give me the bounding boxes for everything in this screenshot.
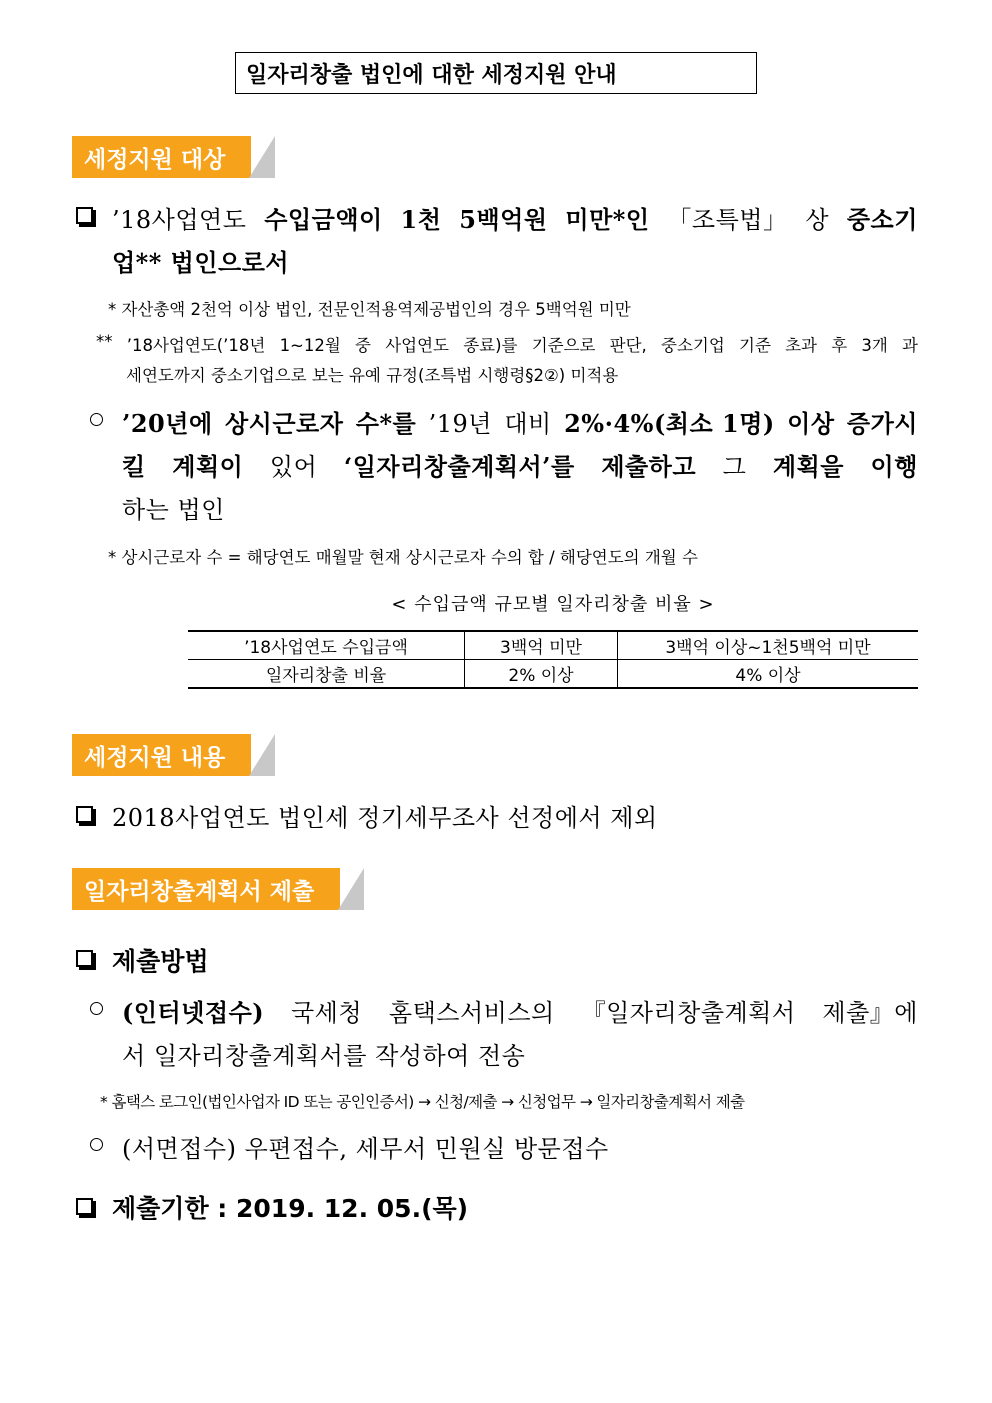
section-header-target [72, 136, 275, 178]
section-tab-triangle [338, 868, 364, 910]
condition-line-3: 하는 법인 [122, 496, 225, 524]
word: ** [96, 332, 113, 351]
word: 1~12월 [279, 336, 341, 355]
word: 3개 [861, 336, 888, 355]
word-bold: ‘일자리창출계획서’를 [343, 452, 575, 481]
section-tab-triangle [249, 136, 275, 178]
table-cell: 일자리창출 비율 [188, 660, 465, 689]
word: ’18사업연도(’18년 [126, 336, 266, 355]
section-label: 세정지원 대상 [72, 136, 251, 178]
word-bold: 수*를 [355, 409, 417, 438]
condition-line-2 [122, 447, 918, 482]
section-label: 세정지원 내용 [72, 734, 251, 776]
table-row [188, 660, 918, 689]
word-bold: 상시근로자 [225, 409, 344, 438]
paper-line: (서면접수) 우편접수, 세무서 민원실 방문접수 [122, 1135, 609, 1163]
table-row [188, 631, 918, 660]
word-bold: 5백억원 [459, 205, 548, 234]
checkbox-icon [76, 806, 93, 823]
content-line: 2018사업연도 법인세 정기세무조사 선정에서 제외 [112, 804, 658, 832]
circle-bullet-icon [90, 413, 103, 426]
word: ’18사업연도 [112, 206, 247, 234]
table-cell: 3백억 이상~1천5백억 미만 [618, 631, 919, 660]
word: 중 [355, 336, 371, 355]
table-cell: 3백억 미만 [465, 631, 618, 660]
word-bold: 이행 [870, 452, 918, 481]
word: ’19년 [428, 410, 492, 438]
word: 기준 [739, 336, 771, 355]
word: 있어 [269, 453, 318, 481]
document-title [235, 52, 757, 94]
word: 상 [805, 206, 829, 234]
word: 중소기업 [661, 336, 725, 355]
word-bold: 2%·4%(최소 1명) [564, 409, 775, 438]
section-label: 일자리창출계획서 제출 [72, 868, 340, 910]
target-line-1 [112, 200, 918, 235]
word: 홈택스서비스의 [388, 999, 555, 1027]
note-fiscal-year [96, 332, 918, 356]
word: 후 [831, 336, 848, 355]
checkbox-icon [76, 950, 93, 967]
word-bold: 중소기 [846, 205, 918, 234]
section-tab-triangle [249, 734, 275, 776]
table-cell: ’18사업연도 수입금액 [188, 631, 465, 660]
checkbox-icon [76, 1198, 93, 1215]
word: 대비 [504, 410, 552, 438]
note-hometax-path: * 홈택스 로그인(법인사업자 ID 또는 공인인증서) → 신청/제출 → 신청업무 → 일자리창출계획서 제출 [100, 1093, 745, 1111]
circle-bullet-icon [90, 1138, 103, 1151]
checkbox-icon [76, 207, 93, 224]
section-header-submit [72, 868, 364, 910]
word-bold: 미만*인 [565, 205, 650, 234]
word-bold: (인터넷접수) [122, 998, 265, 1027]
word-bold: ’20년에 [122, 409, 213, 438]
word: 판단, [609, 336, 647, 355]
note-fiscal-year-cont: 세연도까지 중소기업으로 보는 유예 규정(조특법 시행령§2②) 미적용 [126, 366, 619, 385]
word: 종료)를 [463, 336, 518, 355]
word: 기준으로 [531, 336, 596, 355]
word: 초과 [785, 336, 817, 355]
internet-line-1 [122, 993, 918, 1028]
ratio-table [188, 630, 918, 689]
submit-method-title: 제출방법 [112, 947, 209, 976]
word-bold: 1천 [400, 205, 442, 234]
table-cell: 2% 이상 [465, 660, 618, 689]
document-title-text: 일자리창출 법인에 대한 세정지원 안내 [246, 62, 617, 88]
word-bold: 계획이 [172, 452, 244, 481]
target-line-2: 업** 법인으로서 [112, 248, 290, 277]
circle-bullet-icon [90, 1002, 103, 1015]
word-bold: 수입금액이 [264, 205, 383, 234]
word-bold: 제출하고 [601, 452, 697, 481]
word: 제출』에 [822, 999, 918, 1027]
word: 그 [722, 453, 747, 481]
word-bold: 증가시 [846, 409, 918, 438]
word-bold: 계획을 [772, 452, 844, 481]
word-bold: 킬 [122, 452, 146, 481]
word: 사업연도 [385, 336, 449, 355]
internet-line-2: 서 일자리창출계획서를 작성하여 전송 [122, 1042, 526, 1070]
note-asset: * 자산총액 2천억 이상 법인, 전문인적용역제공법인의 경우 5백억원 미만 [108, 300, 631, 319]
word-bold: 이상 [787, 409, 835, 438]
deadline: 제출기한 : 2019. 12. 05.(목) [112, 1194, 469, 1223]
word: 『일자리창출계획서 [581, 999, 796, 1027]
word: 과 [902, 336, 918, 355]
word: 「조특법」 [667, 206, 788, 234]
table-caption: < 수입금액 규모별 일자리창출 비율 > [391, 594, 715, 615]
section-header-content [72, 734, 275, 776]
note-worker-count: * 상시근로자 수 = 해당연도 매월말 현재 상시근로자 수의 합 / 해당연도의 개월 수 [108, 548, 698, 567]
condition-line-1 [122, 404, 918, 439]
word: 국세청 [291, 999, 363, 1027]
table-cell: 4% 이상 [618, 660, 919, 689]
